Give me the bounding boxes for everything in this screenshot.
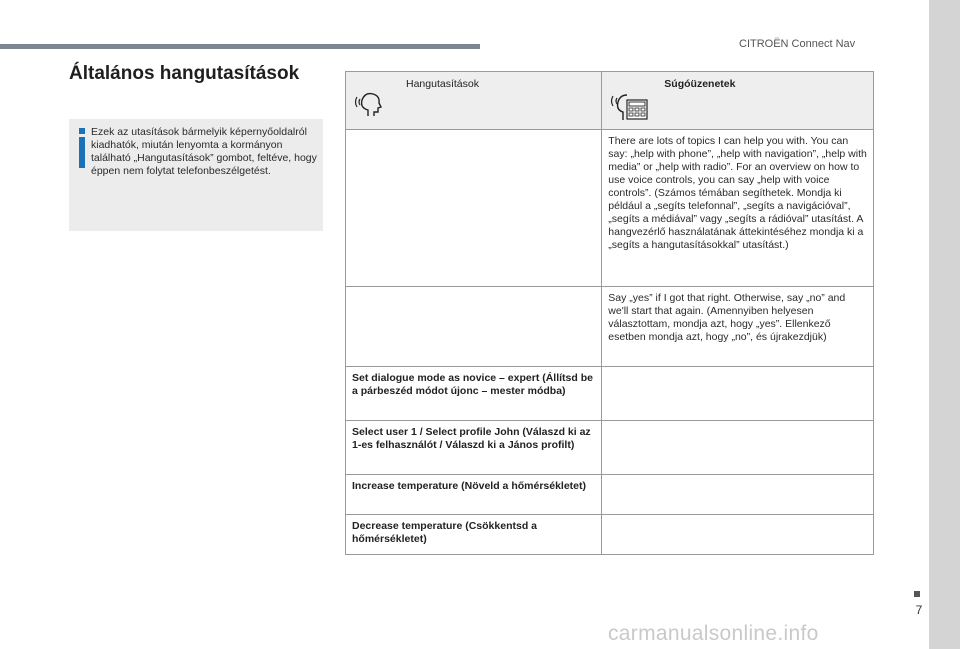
voice-command-icon bbox=[354, 90, 388, 120]
info-icon bbox=[78, 128, 86, 168]
table-row bbox=[346, 475, 874, 515]
response-cell: There are lots of topics I can help you with. You can say: „help with phone”, „help with navigation”, „help with media” or „help with radio”. For an overview on how to use voice controls, you can say „help with voice controls”. (Számos témában segíthetek. Mondja ki például a „segíts telefonnal”, „segíts a navigációval”, „segíts a médiával” vagy „segíts a rádióval” utasítást. A hangvezérlő használatának áttekintéséhez mondja ki a „segíts a hangutasításokkal” utasítást.) bbox=[602, 130, 874, 287]
page-edge-strip bbox=[929, 0, 960, 649]
info-text: Ezek az utasítások bármelyik képernyőoldalról kiadhatók, miután lenyomta a kormányon található „Hangutasítások” gombot, feltéve, hogy éppen nem folytat telefonbeszélgetést. bbox=[91, 126, 317, 177]
table-row bbox=[346, 287, 874, 367]
command-cell: Select user 1 / Select profile John (Válaszd ki az 1-es felhasználót / Válaszd ki a János profilt) bbox=[346, 421, 602, 475]
response-cell: Say „yes” if I got that right. Otherwise, say „no” and we'll start that again. (Amennyiben helyesen választottam, mondja azt, hogy „yes”. Ellenkező esetben mondja azt, hogy „no”, és újrakezdjük) bbox=[602, 287, 874, 367]
voice-command-table bbox=[345, 71, 874, 555]
response-cell bbox=[602, 475, 874, 515]
response-cell bbox=[602, 367, 874, 421]
page-title: Általános hangutasítások bbox=[69, 63, 300, 84]
table-row bbox=[346, 130, 874, 287]
header-rule bbox=[0, 44, 480, 49]
column-header-commands bbox=[346, 72, 602, 130]
command-cell bbox=[346, 130, 602, 287]
watermark: carmanualsonline.info bbox=[608, 622, 819, 645]
response-cell bbox=[602, 421, 874, 475]
column-header-commands-label: Hangutasítások bbox=[406, 78, 479, 90]
info-box bbox=[69, 119, 323, 231]
command-cell: Decrease temperature (Csökkentsd a hőmérsékletet) bbox=[346, 515, 602, 555]
column-header-help-label: Súgóüzenetek bbox=[664, 78, 736, 90]
table-row bbox=[346, 515, 874, 555]
command-cell bbox=[346, 287, 602, 367]
column-header-help bbox=[602, 72, 874, 130]
response-cell bbox=[602, 515, 874, 555]
command-cell: Set dialogue mode as novice – expert (Állítsd be a párbeszéd módot újonc – mester módba) bbox=[346, 367, 602, 421]
voice-help-icon bbox=[610, 90, 650, 122]
table-row bbox=[346, 367, 874, 421]
command-cell: Increase temperature (Növeld a hőmérsékletet) bbox=[346, 475, 602, 515]
brand-label: CITROËN Connect Nav bbox=[739, 38, 856, 50]
page-marker bbox=[914, 591, 920, 597]
table-header-row bbox=[346, 72, 874, 130]
table-row bbox=[346, 421, 874, 475]
page-number: 7 bbox=[915, 603, 923, 617]
